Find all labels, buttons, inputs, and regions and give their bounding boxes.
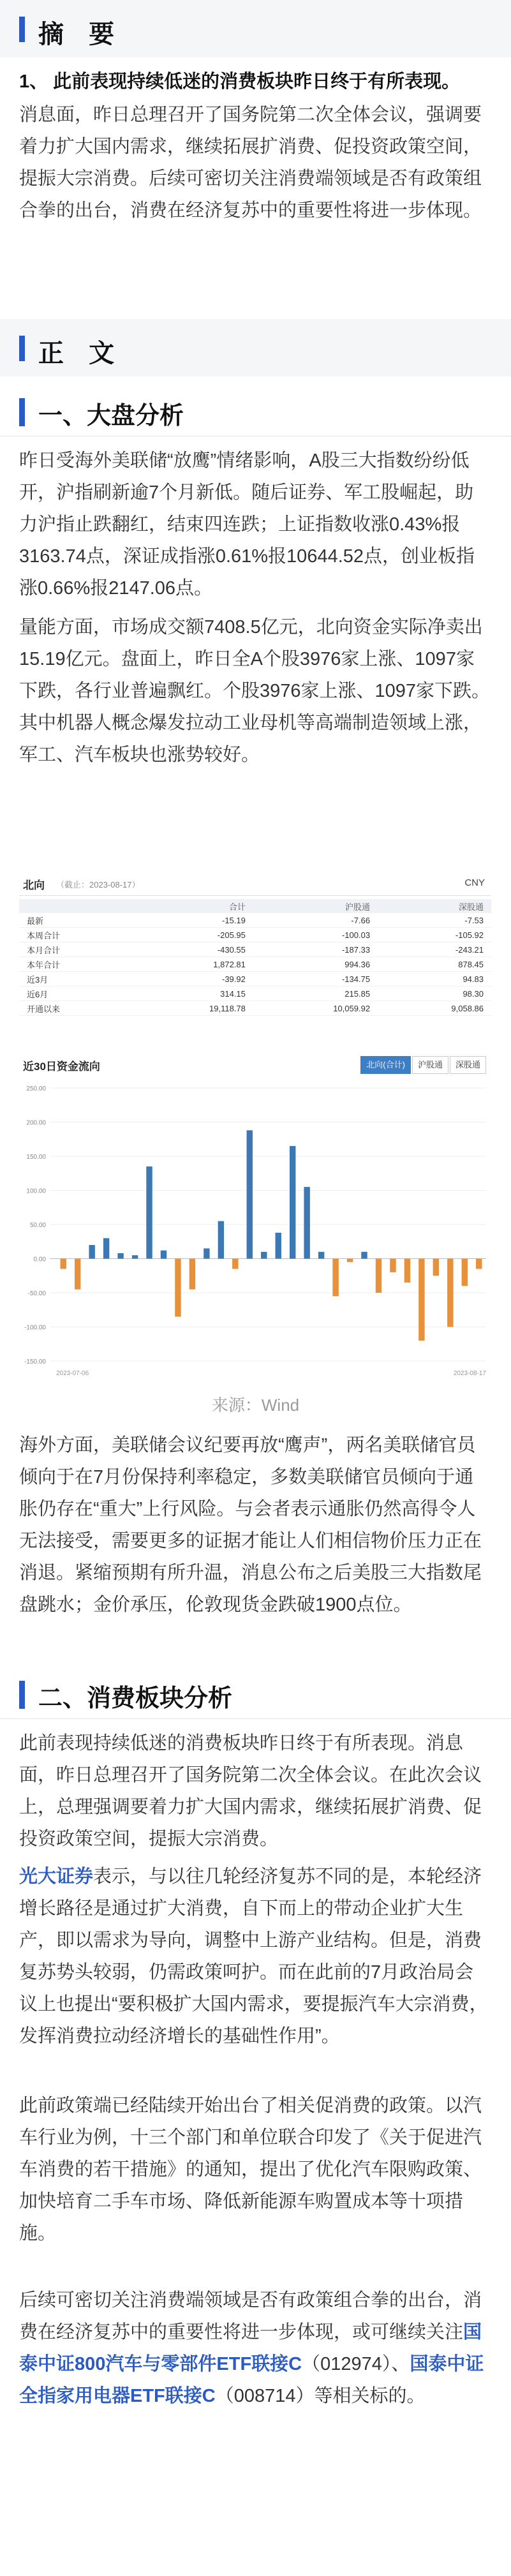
northbound-header <box>19 871 491 896</box>
bar <box>189 1259 195 1290</box>
bar <box>232 1259 238 1269</box>
bar <box>161 1251 167 1259</box>
tab-shenzhen-connect[interactable]: 深股通 <box>450 1056 486 1074</box>
x-tick-label: 2023-08-17 <box>453 1370 486 1377</box>
flow-bar-chart <box>19 1080 491 1380</box>
bar <box>418 1259 424 1341</box>
table-header-row <box>19 899 491 913</box>
bar <box>433 1259 439 1276</box>
bar <box>347 1259 353 1262</box>
bar <box>276 1233 281 1259</box>
table-row: 近6月 314.15 215.85 98.30 <box>19 986 491 1001</box>
bar <box>304 1187 309 1258</box>
bar <box>103 1238 109 1258</box>
y-tick-label: 250.00 <box>26 1085 46 1092</box>
y-tick-label: 0.00 <box>33 1256 46 1263</box>
summary-body: 消息面，昨日总理召开了国务院第二次全体会议，强调要着力扩大国内需求，继续拓展扩消费、促投资政策空间，提振大宗消费。后续可密切关注消费端领域是否有政策组合拳的出台，消费在经济复苏中的重要性将进一步体现。 <box>19 105 482 221</box>
y-tick-label: 150.00 <box>26 1154 46 1161</box>
y-tick-label: -50.00 <box>27 1290 46 1297</box>
y-tick-label: 50.00 <box>29 1222 46 1229</box>
currency-label: CNY <box>464 877 485 888</box>
summary-title: 摘 要 <box>38 20 124 48</box>
column-header: 深股通 <box>378 899 491 913</box>
main-header <box>0 319 511 376</box>
market-paragraph-1: 昨日受海外美联储“放鹰”情绪影响，A股三大指数纷纷低开，沪指刷新逾7个月新低。随后证券、军工股崛起，助力沪指止跌翻红，结束四连跌；上证指数收涨0.43%报3163.74点，深证成指涨0.61%报10644.52点，创业板指涨0.66%报2147.06点。 <box>19 450 475 599</box>
fund-link-appliance[interactable]: 国泰中证全指家用电器ETF联接C <box>19 2354 484 2406</box>
heading-marker <box>19 398 25 426</box>
northbound-date: （截止：2023-08-17） <box>56 880 140 890</box>
article-page: 摘 要 1、 此前表现持续低迷的消费板块昨日终于有所表现。 消息面，昨日总理召开了国务院第二次全体会议，强调要着力扩大国内需求，继续拓展扩消费、促投资政策空间，提振大宗消费。后续可密切关注消费端领域是否有政策组合拳的出台，消费在经济复苏中的重要性将进一步体现。 正 文 一、大盘分析 昨日受海外美联储“放鹰”情绪影响，A股三大指数纷纷低开，沪指刷新逾7个月新低。随后证券、军工股崛起，助力沪指止跌翻红，结束四连跌；上证指数收涨0.43%报3163.74点，深证成指涨0.61%报10644.52点，创业板指涨0.66%报2147.06点。 量能方面，市场成交额7408.5亿元，北向资金实际净卖出15.19亿元。盘面上，昨日全A个股3976家上涨、1097家下跌，各行业普遍飘红。个股3976家上涨、1097家下跌。其中机器人概念爆发拉动工业母机等高端制造领域上涨，军工、汽车板块也涨势较好。 北向 （截止：2023-08-17） CNY 合计 沪股通 深股通 最新 -15.19 -7.66 -7.53 本周合计 -205.95 -100.03 -105.92 本月合计 -430.55 -187.33 -243.21 本年合计 1,872.81 994.36 878.45 近3月 -39.92 -134.75 94.83 近6月 314.15 215.85 98.30 开通以来 19,118.78 10,059.92 9,058.86 近30日资金流向 北向(合计) 沪股通 深股通 250.00 200.00 150.00 100.00 50.00 0.00 -50.00 -100.00 -150.00 2023-07-06 2023-08-17 来源：Wind 海外方面，美联储会议纪要再放“鹰声”，两名美联储官员倾向于在7月份保持利率稳定，多数美联储官员倾向于通胀仍存在“重大”上行风险。与会者表示通胀仍然高得令人无法接受，需要更多的证据才能让人们相信物价压力正在消退。紧缩预期有所升温，消息公布之后美股三大指数尾盘跳水；金价承压，伦敦现货金跌破1900点位。 二、消费板块分析 此前表现持续低迷的消费板块昨日终于有所表现。消息面，昨日总理召开了国务院第二次全体会议。在此次会议上，总理强调要着力扩大国内需求，继续拓展扩消费、促投资政策空间，提振大宗消费。 光大证券表示，与以往几轮经济复苏不同的是，本轮经济增长路径是通过扩大消费，自下而上的带动企业扩大生产，即以需求为导向，调整中上游产业结构。但是，消费复苏势头较弱，仍需政策呵护。而在此前的7月政治局会议上也提出“要积极扩大国内需求，要提振汽车大宗消费，发挥消费拉动经济增长的基础性作用”。 此前政策端已经陆续开始出台了相关促消费的政策。以汽车行业为例，十三个部门和单位联合印发了《关于促进汽车消费的若干措施》的通知，提出了优化汽车限购政策、加快培育二手车市场、降低新能源车购置成本等十项措施。 后续可密切关注消费端领域是否有政策组合拳的出台，消费在经济复苏中的重要性将进一步体现，或可继续关注国泰中证800汽车与零部件ETF联接C（012974）、国泰中证全指家用电器ETF联接C（008714）等相关标的。 <box>0 0 511 2576</box>
y-tick-label: 100.00 <box>26 1187 46 1195</box>
market-paragraph-2: 量能方面，市场成交额7408.5亿元，北向资金实际净卖出15.19亿元。盘面上，昨日全A个股3976家上涨、1097家下跌，各行业普遍飘红。个股3976家上涨、1097家下跌。其中机器人概念爆发拉动工业母机等高端制造领域上涨，军工、汽车板块也涨势较好。 <box>19 617 491 765</box>
table-row: 开通以来 19,118.78 10,059.92 9,058.86 <box>19 1001 491 1016</box>
bar <box>447 1259 453 1327</box>
bar <box>361 1252 367 1259</box>
bar <box>146 1166 152 1258</box>
bar <box>218 1221 224 1259</box>
tab-shanghai-connect[interactable]: 沪股通 <box>412 1056 448 1074</box>
bar <box>75 1259 80 1290</box>
consumer-paragraph-3: 此前政策端已经陆续开始出台了相关促消费的政策。以汽车行业为例，十三个部门和单位联合印发了《关于促进汽车消费的若干措施》的通知，提出了优化汽车限购政策、加快培育二手车市场、降低新能源车购置成本等十项措施。 <box>19 2096 482 2244</box>
table-row: 本周合计 -205.95 -100.03 -105.92 <box>19 928 491 942</box>
bar <box>376 1259 381 1293</box>
table-row: 本年合计 1,872.81 994.36 878.45 <box>19 957 491 972</box>
table-row: 最新 -15.19 -7.66 -7.53 <box>19 913 491 928</box>
column-header: 沪股通 <box>253 899 378 913</box>
bar <box>476 1259 482 1269</box>
summary-header <box>0 0 511 57</box>
bar <box>132 1255 138 1258</box>
y-tick-label: 200.00 <box>26 1119 46 1127</box>
y-tick-label: -100.00 <box>24 1324 46 1332</box>
bar <box>332 1259 338 1297</box>
y-tick-label: -150.00 <box>24 1359 46 1366</box>
consumer-paragraph-4: 后续可密切关注消费端领域是否有政策组合拳的出台，消费在经济复苏中的重要性将进一步体现，或可继续关注国泰中证800汽车与零部件ETF联接C（012974）、国泰中证全指家用电器ETF联接C（008714）等相关标的。 <box>19 2290 484 2406</box>
bar <box>117 1253 123 1259</box>
bar <box>247 1130 253 1258</box>
broker-name[interactable]: 光大证券 <box>19 1866 94 1887</box>
consumer-paragraph-2: 光大证券表示，与以往几轮经济复苏不同的是，本轮经济增长路径是通过扩大消费，自下而上的带动企业扩大生产，即以需求为导向，调整中上游产业结构。但是，消费复苏势头较弱，仍需政策呵护。而在此前的7月政治局会议上也提出“要积极扩大国内需求，要提振汽车大宗消费，发挥消费拉动经济增长的基础性作用”。 <box>19 1866 488 2046</box>
bar <box>290 1146 295 1259</box>
bar <box>61 1259 66 1269</box>
bar <box>318 1252 324 1259</box>
chart-source-caption: 来源：Wind <box>211 1396 300 1415</box>
section-marker <box>19 336 25 361</box>
table-row: 本月合计 -430.55 -187.33 -243.21 <box>19 942 491 957</box>
bar <box>462 1259 468 1286</box>
summary-lead: 1、 此前表现持续低迷的消费板块昨日终于有所表现。 <box>19 71 461 92</box>
flow-title: 近30日资金流向 <box>23 1061 100 1073</box>
column-header <box>19 899 130 913</box>
bar <box>175 1259 181 1317</box>
consumer-paragraph-1: 此前表现持续低迷的消费板块昨日终于有所表现。消息面，昨日总理召开了国务院第二次全体会议。在此次会议上，总理强调要着力扩大国内需求，继续拓展扩消费、促投资政策空间，提振大宗消费。 <box>19 1733 482 1849</box>
bar <box>204 1248 209 1258</box>
bar <box>261 1252 267 1259</box>
fund-link-auto[interactable]: 国泰中证800汽车与零部件ETF联接C <box>19 2322 482 2374</box>
divider <box>0 1718 511 1719</box>
bar <box>390 1259 396 1272</box>
section-marker <box>19 17 25 42</box>
bar <box>89 1245 94 1258</box>
flow-tabs <box>359 1056 486 1074</box>
northbound-title: 北向 <box>23 879 45 891</box>
x-tick-label: 2023-07-06 <box>56 1370 89 1377</box>
bar <box>404 1259 410 1283</box>
table-row: 近3月 -39.92 -134.75 94.83 <box>19 972 491 986</box>
northbound-table <box>19 899 491 1016</box>
heading-marker <box>19 1681 25 1709</box>
market-paragraph-3: 海外方面，美联储会议纪要再放“鹰声”，两名美联储官员倾向于在7月份保持利率稳定，多数美联储官员倾向于通胀仍存在“重大”上行风险。与会者表示通胀仍然高得令人无法接受，需要更多的证据才能让人们相信物价压力正在消退。紧缩预期有所升温，消息公布之后美股三大指数尾盘跳水；金价承压，伦敦现货金跌破1900点位。 <box>19 1435 482 1615</box>
tab-northbound-total[interactable]: 北向(合计) <box>360 1056 411 1074</box>
main-title: 正 文 <box>38 339 124 368</box>
column-header: 合计 <box>130 899 253 913</box>
flow-header <box>19 1051 491 1076</box>
northbound-screenshot <box>19 871 491 1385</box>
